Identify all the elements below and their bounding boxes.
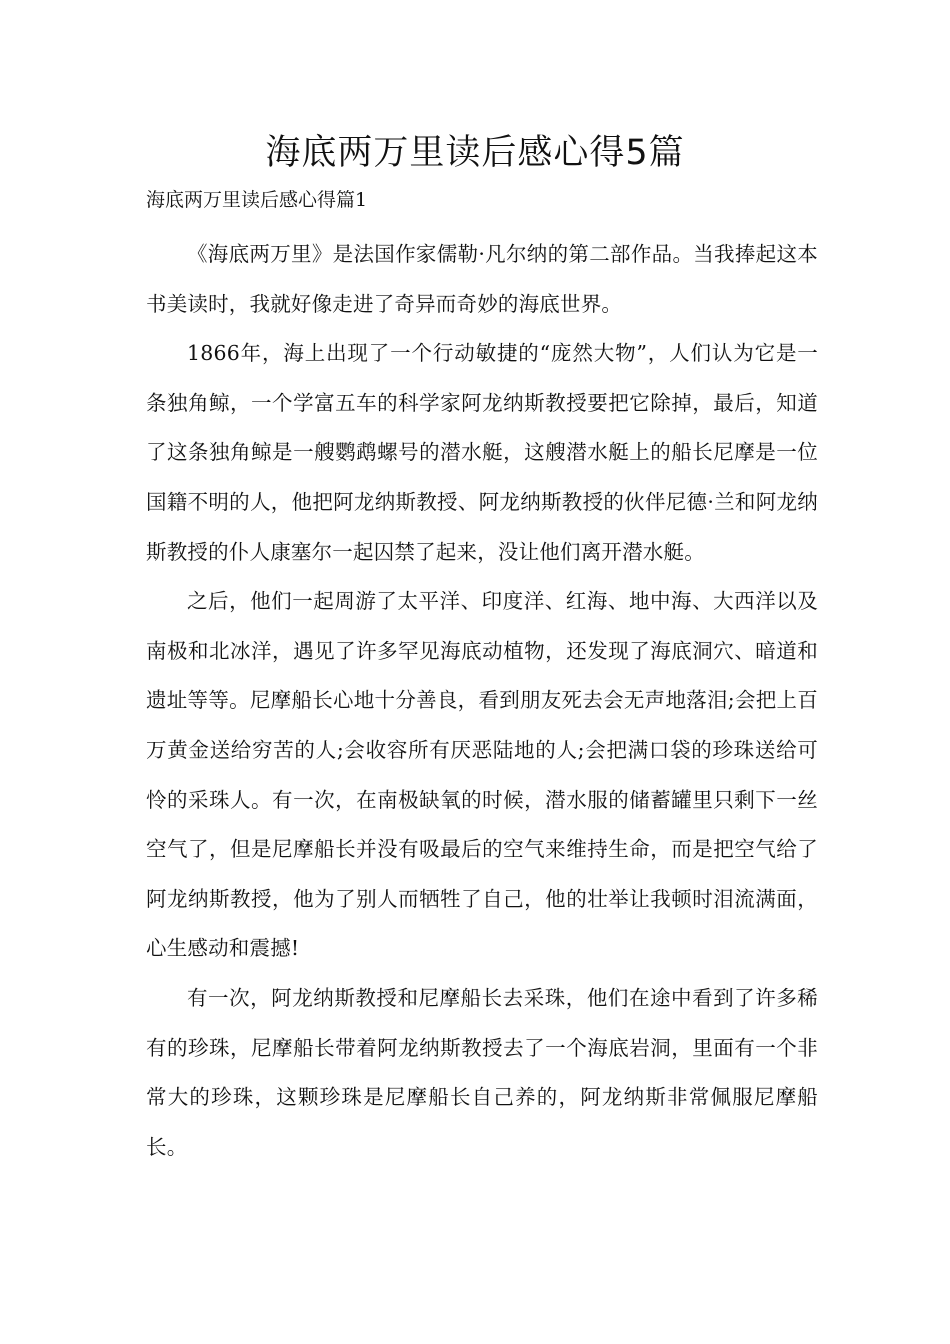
paragraph-4: 有一次，阿龙纳斯教授和尼摩船长去采珠，他们在途中看到了许多稀有的珍珠，尼摩船长带着阿龙纳斯教授去了一个海底岩洞，里面有一个非常大的珍珠，这颗珍珠是尼摩船长自己养的，阿龙纳斯非常佩服尼摩船长。: [146, 985, 818, 1159]
paragraph-2: 1866年，海上出现了一个行动敏捷的“庞然大物”，人们认为它是一条独角鲸，一个学富五车的科学家阿龙纳斯教授要把它除掉，最后，知道了这条独角鲸是一艘鹦鹉螺号的潜水艇，这艘潜水艇上的船长尼摩是一位国籍不明的人，他把阿龙纳斯教授、阿龙纳斯教授的伙伴尼德·兰和阿龙纳斯教授的仆人康塞尔一起囚禁了起来，没让他们离开潜水艇。: [146, 341, 818, 564]
paragraph-1: 《海底两万里》是法国作家儒勒·凡尔纳的第二部作品。当我捧起这本书美读时，我就好像走进了奇异而奇妙的海底世界。: [146, 242, 818, 316]
paragraph-3: 之后，他们一起周游了太平洋、印度洋、红海、地中海、大西洋以及南极和北冰洋，遇见了许多罕见海底动植物，还发现了海底洞穴、暗道和遗址等等。尼摩船长心地十分善良，看到朋友死去会无声地落泪;会把上百万黄金送给穷苦的人;会收容所有厌恶陆地的人;会把满口袋的珍珠送给可怜的采珠人。有一次，在南极缺氧的时候，潜水服的储蓄罐里只剩下一丝空气了，但是尼摩船长并没有吸最后的空气来维持生命，而是把空气给了阿龙纳斯教授，他为了别人而牺牲了自己，他的壮举让我顿时泪流满面，心生感动和震撼!: [146, 589, 818, 961]
section-heading: 海底两万里读后感心得篇1: [146, 189, 368, 211]
document-body: [146, 230, 818, 1172]
document-title: 海底两万里读后感心得5篇: [265, 133, 685, 173]
